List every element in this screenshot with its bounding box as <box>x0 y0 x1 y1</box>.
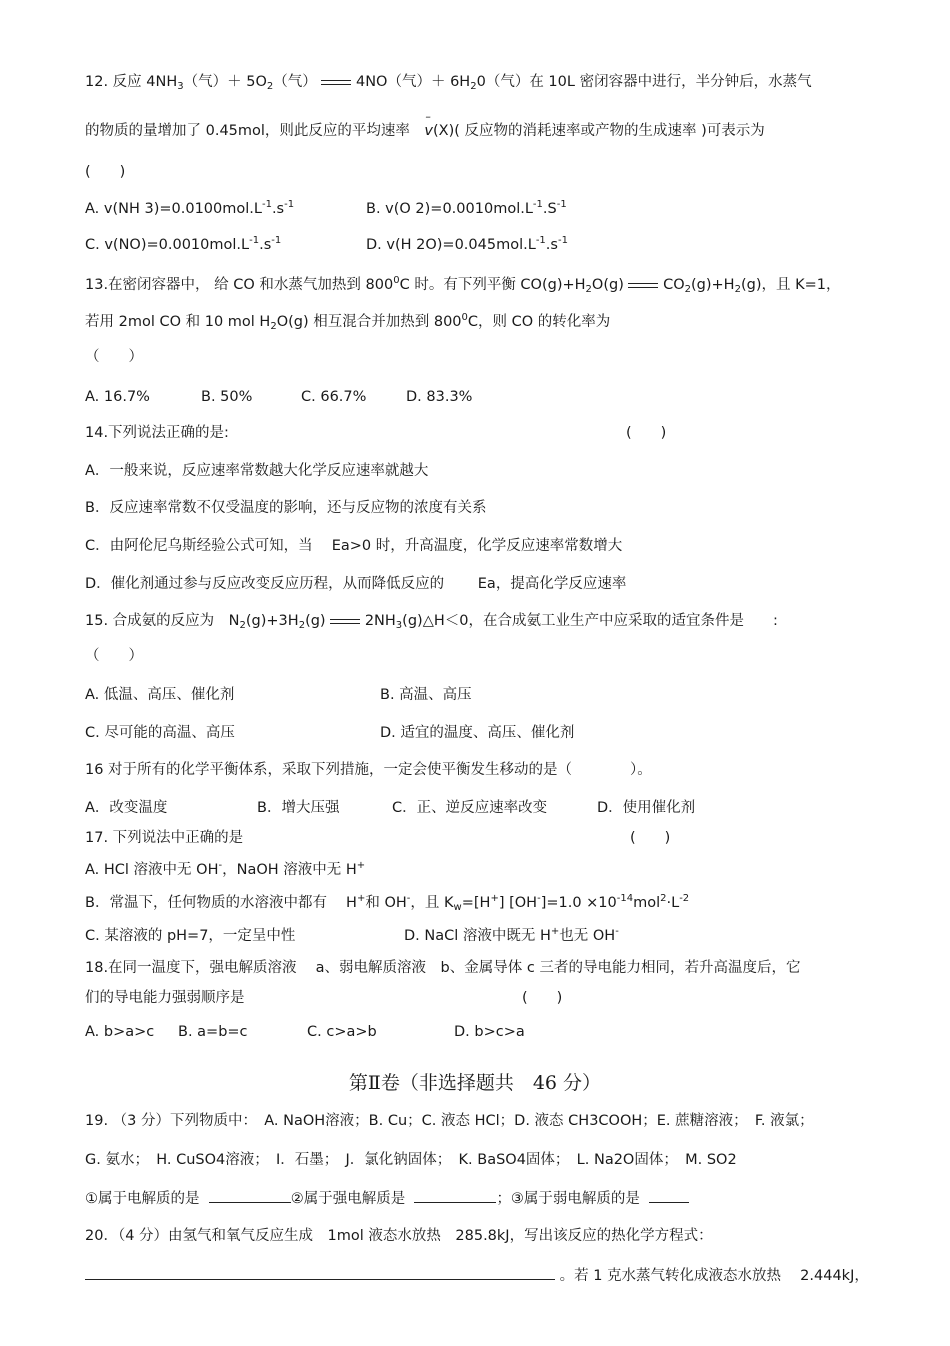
q19-line2: G. 氨水； H. CuSO4溶液； I．石墨； J．氯化钠固体； K. BaSO4固体； L. Na2O固体； M. SO2 <box>85 1152 737 1168</box>
section-title: 第Ⅱ卷（非选择题共 46 分） <box>348 1072 602 1094</box>
answer-blank[interactable] <box>414 1188 496 1203</box>
q17-option-d: D. NaCl 溶液中既无 H+也无 OH- <box>404 926 619 944</box>
q17-option-c: C. 某溶液的 pH=7，一定呈中性 <box>85 928 296 944</box>
q13-option-c: C. 66.7% <box>301 389 367 405</box>
q12-option-b: B. v(O $2)=0.0010mol.L^{-1}.S^{-1}$ <box>366 199 567 217</box>
q14-option-d: D．催化剂通过参与反应改变反应历程，从而降低反应的 Ea，提高化学反应速率 <box>85 576 627 592</box>
q15-option-a: A. 低温、高压、催化剂 <box>85 687 235 703</box>
q16-option-a: A．改变温度 <box>85 800 168 816</box>
q16-option-c: C．正、逆反应速率改变 <box>392 800 548 816</box>
q17-option-a: A. HCl 溶液中无 OH-，NaOH 溶液中无 H+ <box>85 860 366 878</box>
q20-line1: 20．（4 分）由氢气和氧气反应生成 1mol 液态水放热 285.8kJ，写出该反应的热化学方程式： <box>85 1228 713 1244</box>
q12-option-c: C. $v(NO)=0.0010mol.L^{-1}.s^{-1}$ <box>85 235 282 253</box>
q18-option-c: C. c>a>b <box>307 1024 377 1040</box>
average-rate-symbol: – v <box>424 121 433 141</box>
q13-option-d: D. 83.3% <box>406 389 473 405</box>
equilibrium-arrow-icon <box>330 617 360 626</box>
q12-option-d: D. v(H $2O)=0.045mol.L^{-1}.s^{-1}$ <box>366 235 568 253</box>
q14-stem: 14.下列说法正确的是: <box>85 425 229 441</box>
q12-option-a: A. v(NH $3)=0.0100mol.L^{-1}.s^{-1}$ <box>85 199 295 217</box>
q15-option-b: B. 高温、高压 <box>380 687 472 703</box>
q17-option-b: B．常温下，任何物质的水溶液中都有 H+和 OH-，且 $K_w=[H^+]$ $[OH^-]=1.0 \times 10^{-14}mol^2\cdot L^{-2}$ <box>85 893 690 913</box>
q19-line1: 19. （3 分）下列物质中： A. NaOH溶液；B. Cu；C. 液态 HCl；D. 液态 CH3COOH；E. 蔗糖溶液； F. 液氯； <box>85 1113 814 1129</box>
q14-option-a: A．一般来说，反应速率常数越大化学反应速率就越大 <box>85 463 429 479</box>
q12-line1: 12. 反应 $4NH_3$（气）＋ $5O_2$（气） 4NO（气）＋ $6H_20$（气）在 10L 密闭容器中进行，半分钟后，水蒸气 <box>85 74 812 92</box>
q12-answer-paren: ( ) <box>85 164 126 180</box>
q18-option-b: B. a=b=c <box>178 1024 248 1040</box>
q14-option-b: B．反应速率常数不仅受温度的影响，还与反应物的浓度有关系 <box>85 500 487 516</box>
q18-option-d: D. b>c>a <box>454 1024 525 1040</box>
q13-line1: 13.在密闭容器中， 给 CO 和水蒸气加热到 $800^0C$ 时。有下列平衡 $CO(g)+H_2O(g)$ $CO_2(g)+H_2(g)$，且 K=1， <box>85 275 841 295</box>
q14-option-c: C．由阿伦尼乌斯经验公式可知，当 Ea>0 时，升高温度，化学反应速率常数增大 <box>85 538 623 554</box>
q18-line2: 们的导电能力强弱顺序是 <box>85 990 245 1006</box>
q15-option-d: D. 适宜的温度、高压、催化剂 <box>380 725 575 741</box>
q18-answer-paren: ( ) <box>522 990 563 1006</box>
equilibrium-arrow-icon <box>628 281 658 290</box>
q16-stem: 16 对于所有的化学平衡体系，采取下列措施，一定会使平衡发生移动的是（ ）。 <box>85 762 652 778</box>
answer-blank[interactable] <box>85 1265 555 1280</box>
answer-blank[interactable] <box>209 1188 291 1203</box>
q15-option-c: C. 尽可能的高温、高压 <box>85 725 235 741</box>
q18-line1: 18.在同一温度下，强电解质溶液 a、弱电解质溶液 b、金属导体 c 三者的导电能力相同，若升高温度后，它 <box>85 960 801 976</box>
q15-stem: 15. 合成氨的反应为 $N_2(g)+3H_2(g)$ $2NH_3(g)\triangle H<0$，在合成氨工业生产中应采取的适宜条件是 : <box>85 613 778 631</box>
q13-option-b: B. 50% <box>201 389 253 405</box>
q13-answer-paren: （ ） <box>85 349 143 365</box>
q17-answer-paren: ( ) <box>630 830 671 846</box>
equilibrium-arrow-icon <box>321 78 351 87</box>
q15-answer-paren: （ ） <box>85 648 143 664</box>
q13-line2: 若用 2mol CO 和 10 mol $H_2O(g)$ 相互混合并加热到 $800^0C$，则 CO 的转化率为 <box>85 312 611 332</box>
answer-blank[interactable] <box>649 1188 689 1203</box>
q16-option-b: B．增大压强 <box>257 800 340 816</box>
q14-answer-paren: ( ) <box>626 425 667 441</box>
q19-line3: ①属于电解质的是 ②属于强电解质是 ；③属于弱电解质的是 <box>85 1188 689 1209</box>
q13-option-a: A. 16.7% <box>85 389 150 405</box>
q12-line2: 的物质的量增加了 0.45mol，则此反应的平均速率 – v(X)( 反应物的消耗速率或产物的生成速率 )可表示为 <box>85 121 765 141</box>
q16-option-d: D．使用催化剂 <box>597 800 696 816</box>
q20-line2: 。若 1 克水蒸气转化成液态水放热 2.444kJ， <box>85 1265 869 1286</box>
q17-stem: 17. 下列说法中正确的是 <box>85 830 244 846</box>
q18-option-a: A. b>a>c <box>85 1024 155 1040</box>
